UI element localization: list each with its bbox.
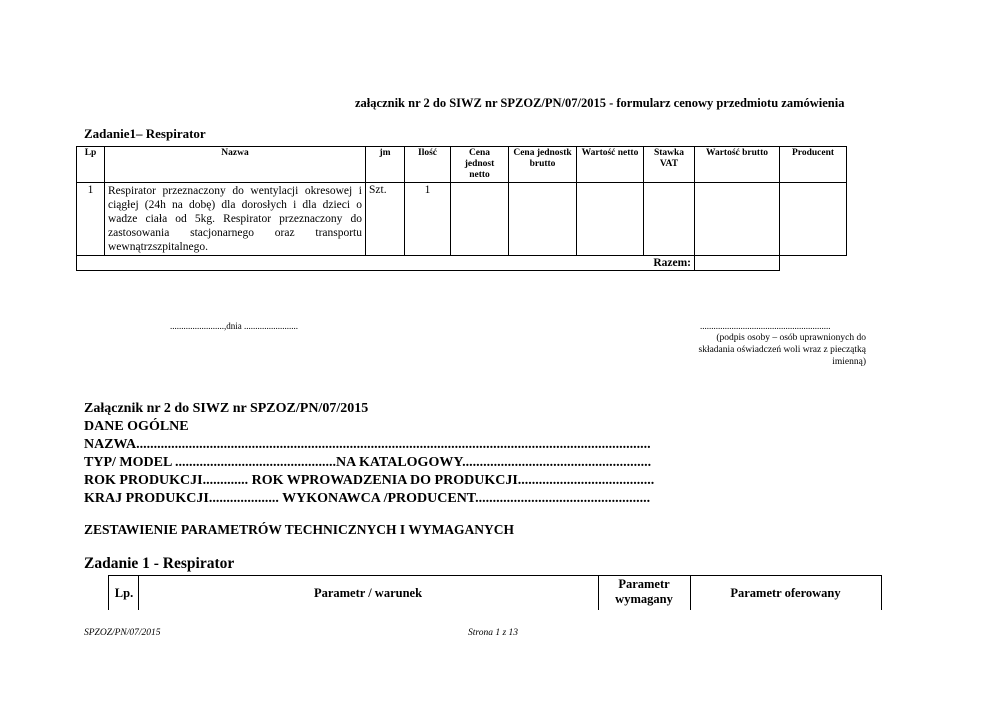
- production-year-line: ROK PRODUKCJI............. ROK WPROWADZENIA DO PRODUKCJI.......................................: [84, 473, 655, 488]
- footer-reference: SPZOZ/PN/07/2015: [84, 628, 161, 638]
- header-lp: Lp: [77, 147, 105, 183]
- header-nazwa: Nazwa: [105, 147, 366, 183]
- row-stawka-vat-cell: [644, 183, 695, 256]
- param-header-lp: Lp.: [114, 586, 134, 600]
- row-wartosc-netto-cell: [577, 183, 644, 256]
- row-cena-netto-cell: [451, 183, 509, 256]
- header-cena-brutto: Cena jednostk brutto: [509, 147, 577, 183]
- razem-label: Razem:: [77, 256, 695, 271]
- task2-title: Zadanie 1 - Respirator: [84, 555, 235, 572]
- param-header-wymagany: Parametr wymagany: [615, 577, 673, 606]
- razem-empty-cell: [780, 256, 847, 271]
- price-table-header-row: [77, 147, 847, 183]
- header-stawka-vat: Stawka VAT: [644, 147, 695, 183]
- place-date-line: ........................,dnia ........................: [170, 321, 298, 331]
- param-table-divider: [108, 576, 109, 610]
- razem-value-cell: [695, 256, 780, 271]
- row-nazwa: Respirator przeznaczony do wentylacji okresowej i ciągłej (24h na dobę) dla dorosłych i dla dzieci o wadze ciała od 5kg. Respirator przeznaczony do zastosowania stacjonarnego oraz transportu wewnątrzszpitalnego.: [105, 183, 366, 256]
- row-wartosc-brutto-cell: [695, 183, 780, 256]
- param-table: [108, 575, 882, 610]
- country-line: KRAJ PRODUKCJI.................... WYKONAWCA /PRODUCENT..................................................: [84, 491, 651, 506]
- header-wartosc-brutto: Wartość brutto: [695, 147, 780, 183]
- header-producent: Producent: [780, 147, 847, 183]
- razem-row: [77, 256, 847, 271]
- row-cena-brutto-cell: [509, 183, 577, 256]
- section2-title: Załącznik nr 2 do SIWZ nr SPZOZ/PN/07/2015: [84, 401, 369, 416]
- row-lp: 1: [77, 183, 105, 256]
- param-header-parametr: Parametr / warunek: [313, 586, 423, 600]
- footer-page-number: Strona 1 z 13: [468, 628, 519, 638]
- header-ilosc: Ilość: [405, 147, 451, 183]
- row-jm: Szt.: [366, 183, 405, 256]
- general-data-heading: DANE OGÓLNE: [84, 419, 189, 434]
- header-jm: jm: [366, 147, 405, 183]
- header-wartosc-netto: Wartość netto: [577, 147, 644, 183]
- header-cena-netto: Cena jednost netto: [451, 147, 509, 183]
- row-producent-cell: [780, 183, 847, 256]
- attachment-title: załącznik nr 2 do SIWZ nr SPZOZ/PN/07/2015 - formularz cenowy przedmiotu zamówienia: [355, 96, 845, 110]
- row-ilosc: 1: [405, 183, 451, 256]
- model-line: TYP/ MODEL ..............................................NA KATALOGOWY......................................................: [84, 455, 652, 470]
- param-table-divider: [881, 576, 882, 610]
- signature-line: ..........................................................: [700, 321, 831, 331]
- general-data-section: [84, 400, 654, 508]
- signature-caption: (podpis osoby – osób uprawnionych do składania oświadczeń woli wraz z pieczątką imienną): [698, 333, 866, 367]
- table-row: [77, 183, 847, 256]
- task-title: Zadanie1– Respirator: [84, 126, 206, 141]
- price-table: [76, 146, 847, 271]
- name-line: NAZWA...................................................................................................................................................: [84, 437, 651, 452]
- params-title: ZESTAWIENIE PARAMETRÓW TECHNICZNYCH I WYMAGANYCH: [84, 522, 515, 537]
- param-header-oferowany: Parametr oferowany: [730, 586, 841, 600]
